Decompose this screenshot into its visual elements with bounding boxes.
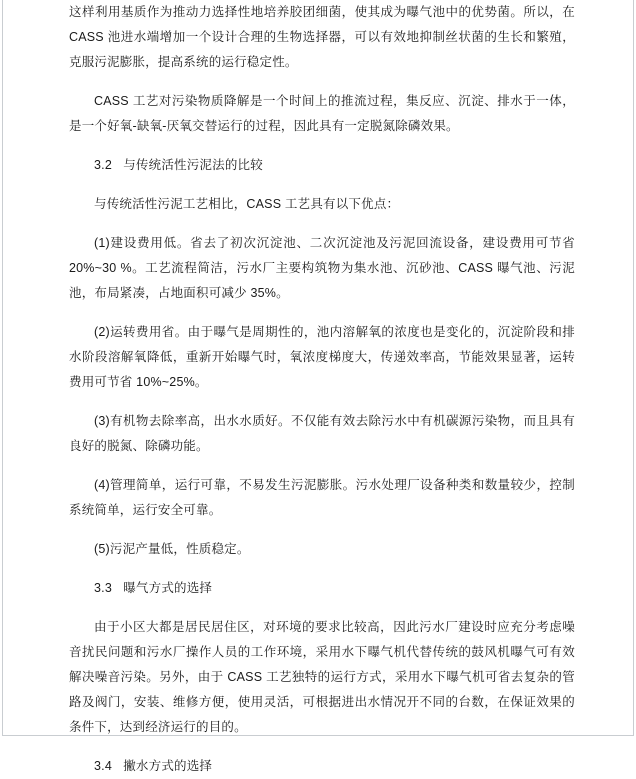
section-heading bbox=[69, 153, 575, 178]
document-page bbox=[2, 0, 634, 773]
section-heading bbox=[69, 576, 575, 601]
body-paragraph: (1)建设费用低。省去了初次沉淀池、二次沉淀池及污泥回流设备，建设费用可节省 20%~30 %。工艺流程简洁，污水厂主要构筑物为集水池、沉砂池、CASS 曝气池、污泥池，布局紧凑，占地面积可减少 35%。 bbox=[69, 236, 575, 300]
body-paragraph: 这样利用基质作为推动力选择性地培养胶团细菌，使其成为曝气池中的优势菌。所以，在 CASS 池进水端增加一个设计合理的生物选择器，可以有效地抑制丝状菌的生长和繁殖，克服污泥膨胀，提高系统的运行稳定性。 bbox=[69, 5, 575, 69]
body-paragraph: (2)运转费用省。由于曝气是周期性的，池内溶解氧的浓度也是变化的，沉淀阶段和排水阶段溶解氧降低，重新开始曝气时，氧浓度梯度大，传递效率高，节能效果显著，运转费用可节省 10%~25%。 bbox=[69, 325, 575, 389]
document-content bbox=[3, 0, 633, 779]
section-heading-number: 3.4 bbox=[94, 759, 112, 773]
section-heading-number: 3.3 bbox=[94, 581, 112, 595]
section-heading-number: 3.2 bbox=[94, 158, 112, 172]
section-heading-title: 曝气方式的选择 bbox=[123, 581, 213, 595]
body-paragraph: 与传统活性污泥工艺相比，CASS 工艺具有以下优点： bbox=[94, 197, 400, 211]
section-heading-title: 与传统活性污泥法的比较 bbox=[123, 158, 263, 172]
body-paragraph: 由于小区大都是居民居住区，对环境的要求比较高，因此污水厂建设时应充分考虑噪音扰民问题和污水厂操作人员的工作环境，采用水下曝气机代替传统的鼓风机曝气可有效解决噪音污染。另外，由于 CASS 工艺独特的运行方式，采用水下曝气机可省去复杂的管路及阀门，安装、维修方便，使用灵活，可根据进出水情况开不同的台数，在保证效果的条件下，达到经济运行的目的。 bbox=[69, 620, 575, 734]
body-paragraph: CASS 工艺对污染物质降解是一个时间上的推流过程，集反应、沉淀、排水于一体，是一个好氧-缺氧-厌氧交替运行的过程，因此具有一定脱氮除磷效果。 bbox=[69, 94, 575, 133]
section-heading bbox=[69, 754, 575, 779]
body-paragraph: (5)污泥产量低，性质稳定。 bbox=[94, 542, 250, 556]
body-paragraph: (3)有机物去除率高，出水水质好。不仅能有效去除污水中有机碳源污染物，而且具有良好的脱氮、除磷功能。 bbox=[69, 414, 575, 453]
section-heading-title: 撇水方式的选择 bbox=[123, 759, 213, 773]
body-paragraph: (4)管理简单，运行可靠，不易发生污泥膨胀。污水处理厂设备种类和数量较少，控制系统简单，运行安全可靠。 bbox=[69, 478, 575, 517]
